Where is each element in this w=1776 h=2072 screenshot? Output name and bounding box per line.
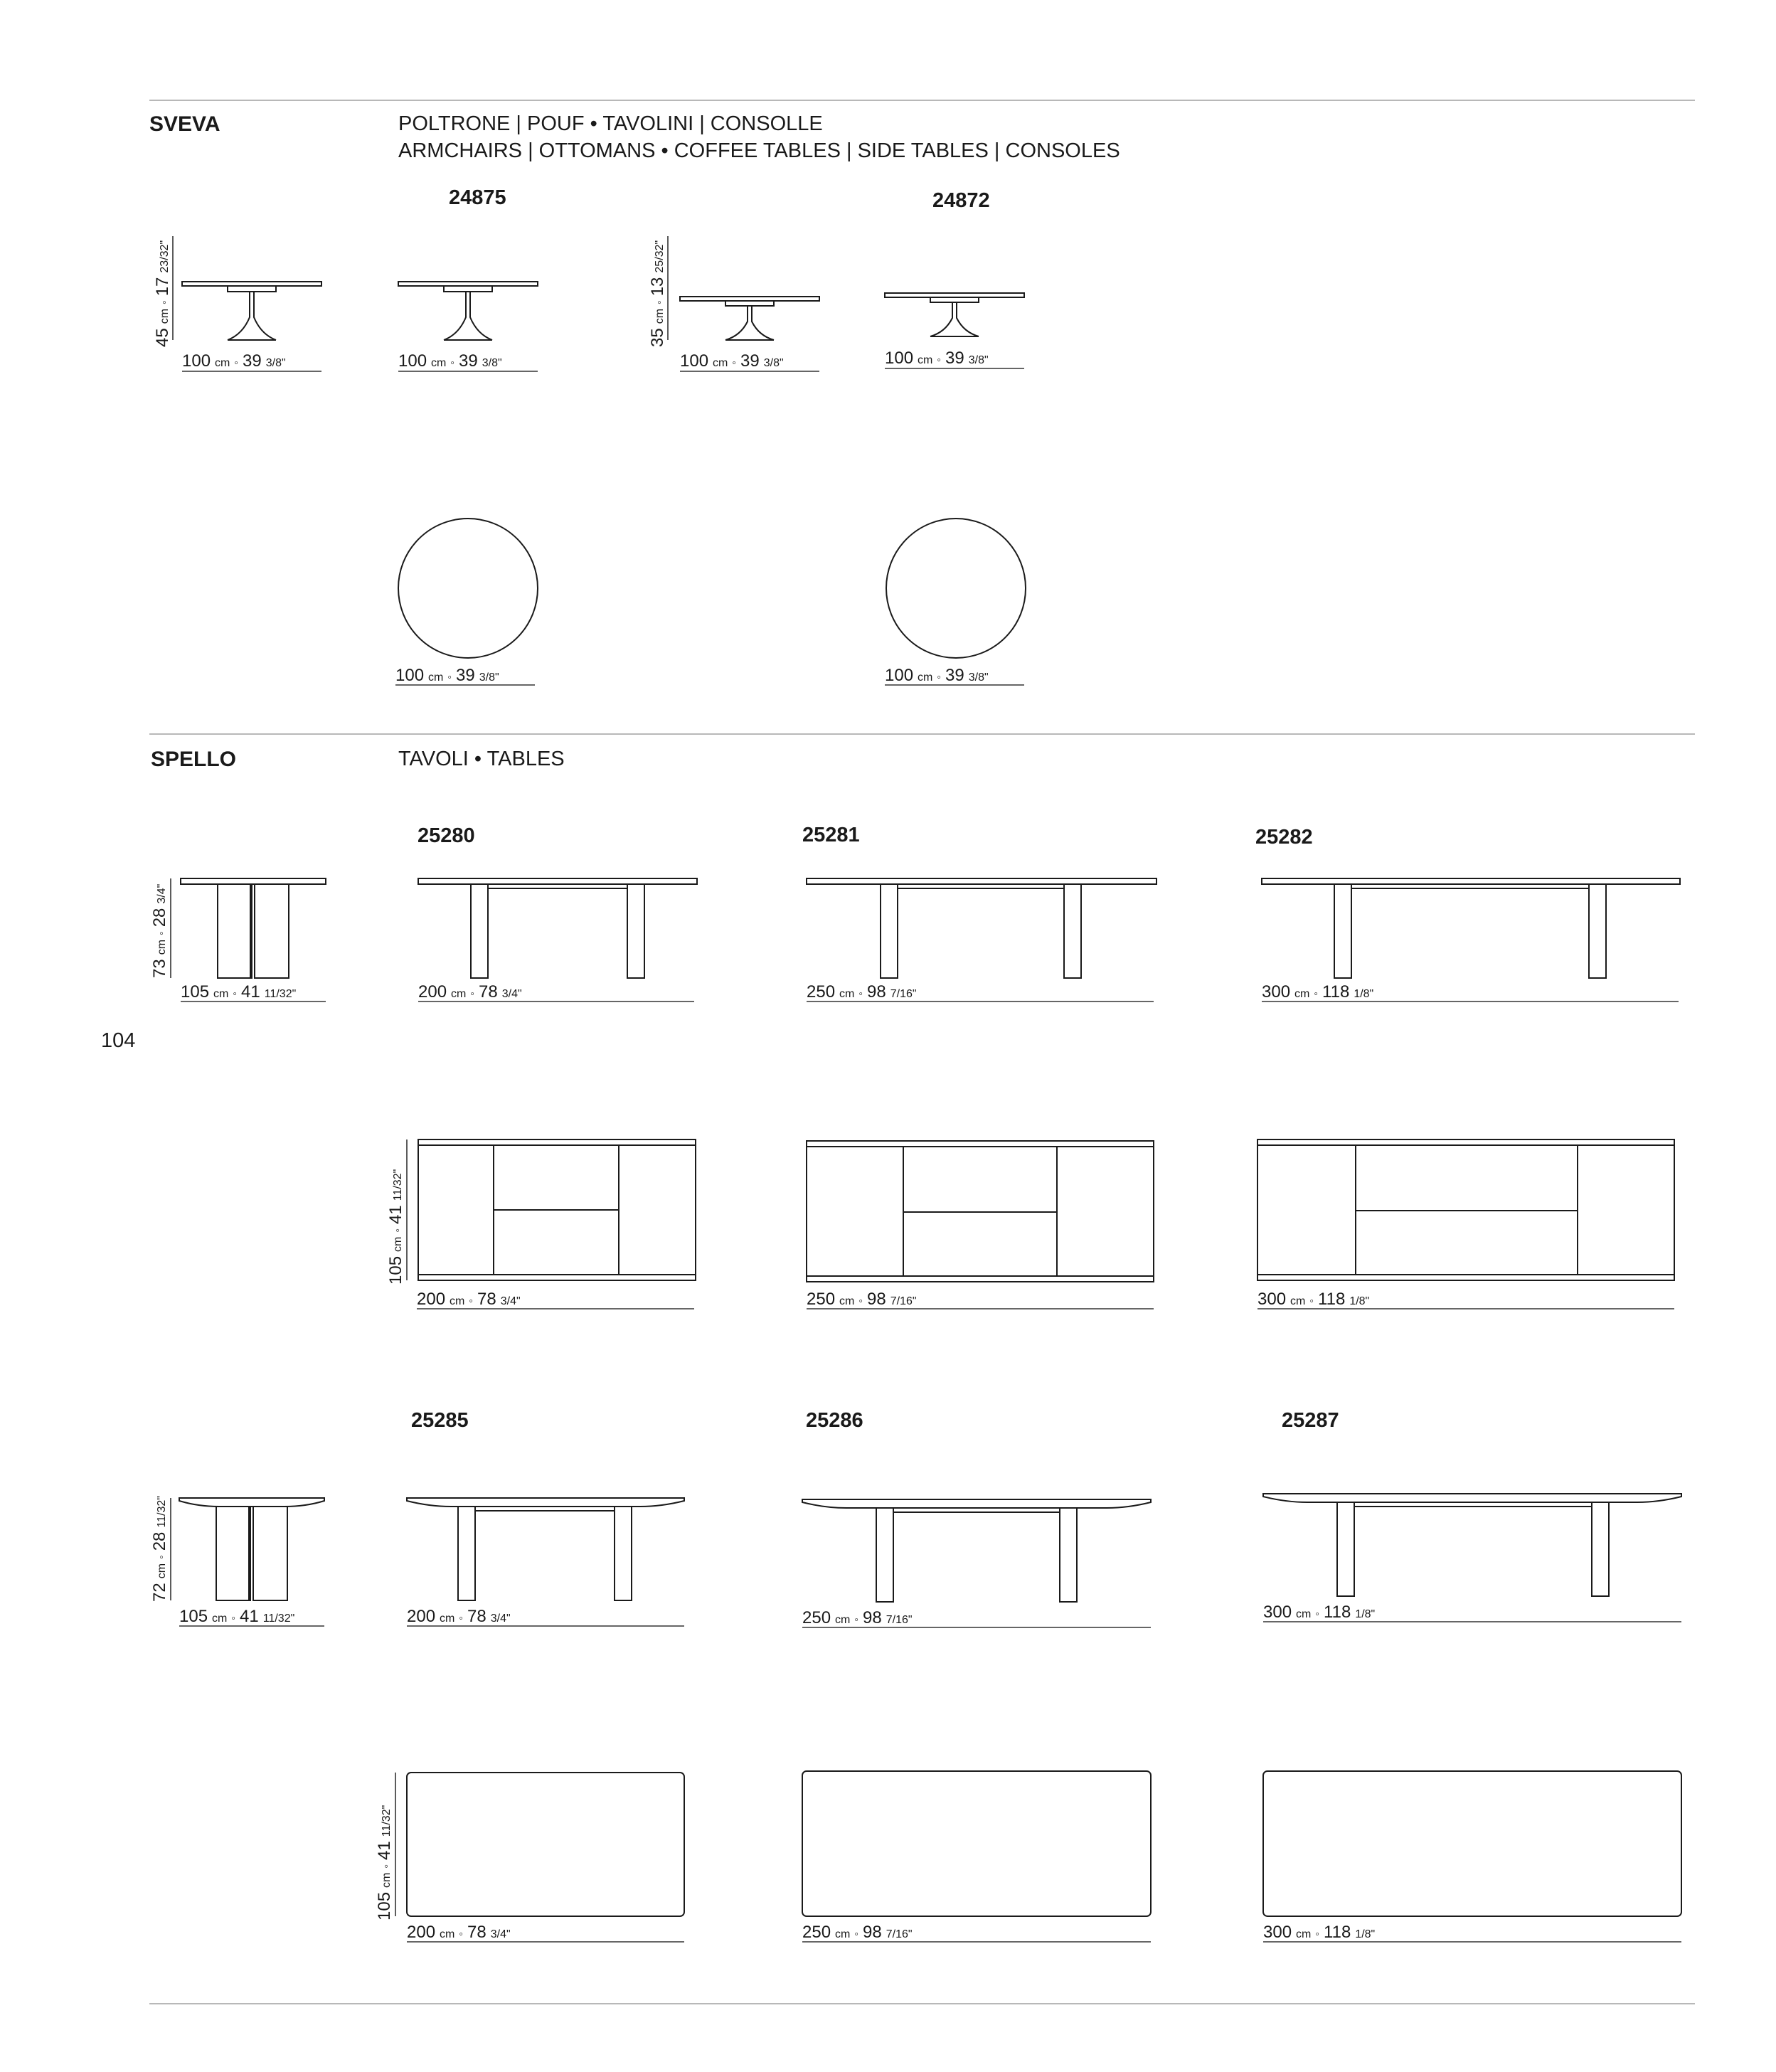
dim-label: 105 cm ◦ 41 11/32" <box>179 1607 295 1626</box>
dim-label: 100 cm ◦ 39 3/8" <box>885 666 989 685</box>
product-code: 25285 <box>411 1409 469 1432</box>
spello-25280-plan-view <box>418 1139 696 1280</box>
page-number: 104 <box>101 1029 136 1052</box>
sveva-24872-plan-view <box>886 519 1026 658</box>
dim-label: 200 cm ◦ 78 3/4" <box>418 982 522 1002</box>
sveva-24875-side-view <box>182 282 321 340</box>
dim-label: 45cm◦1723/32" <box>153 240 172 347</box>
product-code: 24875 <box>449 186 506 209</box>
family-name-sveva: SVEVA <box>149 112 220 136</box>
dim-label: 300 cm ◦ 118 1/8" <box>1263 1923 1376 1942</box>
spello-25285-plan-view <box>407 1773 684 1916</box>
dim-label: 250 cm ◦ 98 7/16" <box>802 1608 913 1627</box>
dim-label: 72cm◦2811/32" <box>150 1496 169 1602</box>
product-code: 25287 <box>1282 1409 1339 1432</box>
family-name-spello: SPELLO <box>151 748 237 771</box>
dim-label: 105cm◦4111/32" <box>386 1169 405 1285</box>
sveva-24875-plan-view <box>398 519 538 658</box>
dim-label: 100 cm ◦ 39 3/8" <box>680 351 784 371</box>
spello-25286-plan-view <box>802 1771 1151 1916</box>
dim-label: 300 cm ◦ 118 1/8" <box>1257 1290 1370 1309</box>
dim-label: 300 cm ◦ 118 1/8" <box>1263 1603 1376 1622</box>
dim-label: 73cm◦283/4" <box>150 883 169 978</box>
spello-25287-plan-view <box>1263 1771 1681 1916</box>
spello-25281-plan-view <box>807 1141 1154 1282</box>
category-spello: TAVOLI • TABLES <box>398 748 565 770</box>
dim-label: 250 cm ◦ 98 7/16" <box>807 1290 917 1309</box>
spello-25281-side-view <box>807 878 1156 978</box>
spello-25282-side-view <box>1262 878 1680 978</box>
dim-label: 200 cm ◦ 78 3/4" <box>407 1923 511 1942</box>
dim-label: 250 cm ◦ 98 7/16" <box>802 1923 913 1942</box>
dim-label: 105 cm ◦ 41 11/32" <box>181 982 297 1002</box>
dim-label: 35cm◦1325/32" <box>648 240 667 347</box>
product-code: 25282 <box>1255 826 1313 849</box>
category-en-sveva: ARMCHAIRS | OTTOMANS • COFFEE TABLES | SIDE TABLES | CONSOLES <box>398 139 1120 162</box>
dim-label: 100 cm ◦ 39 3/8" <box>182 351 286 371</box>
product-code: 25280 <box>418 824 475 847</box>
dim-label: 100 cm ◦ 39 3/8" <box>398 351 502 371</box>
product-code: 24872 <box>932 189 990 212</box>
product-code: 25281 <box>802 824 860 846</box>
dim-label: 100 cm ◦ 39 3/8" <box>885 349 989 368</box>
spello-row2-end-view <box>179 1498 324 1600</box>
dim-label: 200 cm ◦ 78 3/4" <box>407 1607 511 1626</box>
dim-label: 100 cm ◦ 39 3/8" <box>395 666 499 685</box>
category-it-sveva: POLTRONE | POUF • TAVOLINI | CONSOLLE <box>398 112 823 135</box>
product-code: 25286 <box>806 1409 863 1432</box>
spello-25286-side-view <box>802 1499 1151 1602</box>
sveva-24875-side-view-2 <box>398 282 538 340</box>
spello-row1-end-view <box>181 878 326 978</box>
spello-25280-side-view <box>418 878 697 978</box>
spello-25285-side-view <box>407 1498 684 1600</box>
sveva-24872-side-view <box>680 297 819 340</box>
dim-label: 200 cm ◦ 78 3/4" <box>417 1290 521 1309</box>
spello-25287-side-view <box>1263 1494 1681 1596</box>
spello-25282-plan-view <box>1257 1139 1674 1280</box>
dim-label: 300 cm ◦ 118 1/8" <box>1262 982 1374 1002</box>
dim-label: 105cm◦4111/32" <box>375 1805 394 1920</box>
sveva-24872-side-view-2 <box>885 293 1024 336</box>
dim-label: 250 cm ◦ 98 7/16" <box>807 982 917 1002</box>
